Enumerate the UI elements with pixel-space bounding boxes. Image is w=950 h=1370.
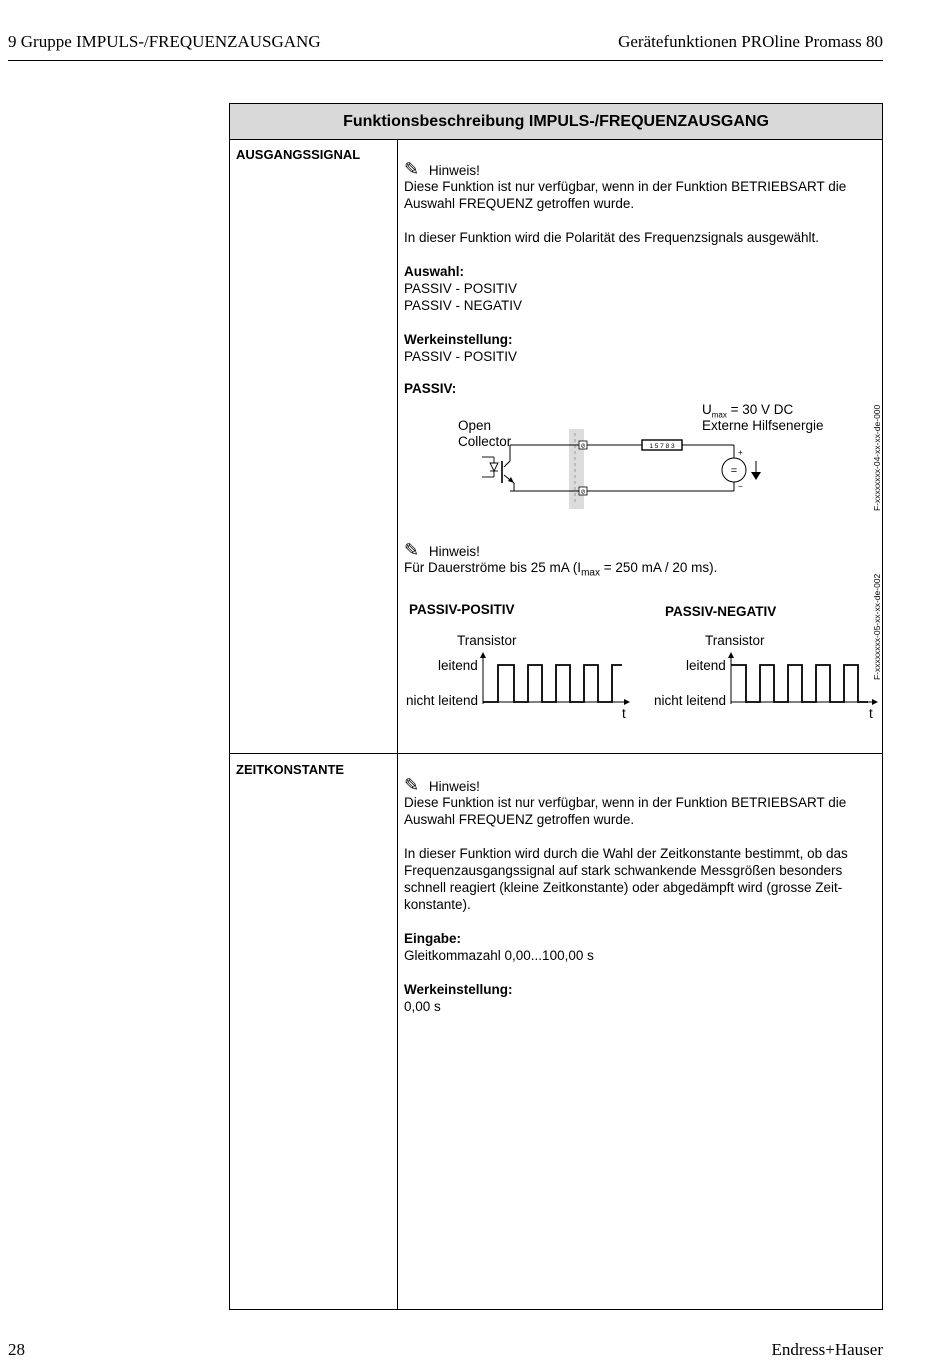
square-wave [731, 665, 868, 702]
auswahl-label: Auswahl: [404, 264, 465, 279]
header-chapter: 9 Gruppe IMPULS-/FREQUENZAUSGANG [8, 32, 321, 51]
table-title: Funktionsbeschreibung IMPULS-/FREQUENZAUSGANG [230, 104, 882, 140]
open-label: Open [458, 418, 492, 433]
note-line: Auswahl FREQUENZ getroffen wurde. [404, 812, 635, 827]
passiv-label: PASSIV: [404, 381, 457, 396]
description: In dieser Funktion wird die Polarität des Frequenzsignals ausgewählt. [404, 230, 819, 245]
svg-text:⊘: ⊘ [580, 489, 586, 496]
note-line: Diese Funktion ist nur verfügbar, wenn in der Funktion BETRIEBSART die [404, 795, 847, 810]
svg-text:=: = [730, 465, 738, 477]
note-title: Hinweis! [428, 163, 480, 178]
transistor-label: Transistor [457, 633, 517, 648]
leitend-label: leitend [438, 658, 478, 673]
square-wave [483, 665, 622, 702]
external-power-label: Externe Hilfsenergie [702, 418, 824, 433]
note-block [404, 542, 480, 560]
nicht-leitend-label: nicht leitend [406, 693, 479, 708]
werkeinstellung-label: Werkeinstellung: [404, 982, 513, 997]
werkeinstellung-value: PASSIV - POSITIV [404, 349, 518, 364]
werkeinstellung-value: 0,00 s [404, 999, 441, 1014]
brand-logo: Endress+Hauser [771, 1340, 883, 1359]
page-number: 28 [8, 1340, 25, 1359]
led-triangle [490, 463, 498, 471]
eingabe-label: Eingabe: [404, 931, 462, 946]
description-line: Frequenzausgangssignal auf stark schwankende Messgrößen besonders [404, 863, 843, 878]
collector-label: Collector [458, 434, 512, 449]
description-line: konstante). [404, 897, 471, 912]
svg-text:−: − [738, 482, 743, 491]
eingabe-value: Gleitkommazahl 0,00...100,00 s [404, 948, 594, 963]
time-axis-label: t [869, 706, 873, 721]
svg-text:+: + [738, 448, 743, 457]
figure-id: F-xxxxxxxx-05-xx-xx-de-002 [872, 573, 882, 680]
note-line: Auswahl FREQUENZ getroffen wurde. [404, 196, 635, 211]
nicht-leitend-label: nicht leitend [654, 693, 727, 708]
werkeinstellung-label: Werkeinstellung: [404, 332, 513, 347]
auswahl-option: PASSIV - POSITIV [404, 281, 518, 296]
row-divider [230, 753, 882, 754]
note-line: Diese Funktion ist nur verfügbar, wenn in der Funktion BETRIEBSART die [404, 179, 847, 194]
figure-id: F-xxxxxxxx-04-xx-xx-de-000 [872, 404, 882, 511]
header-title: Gerätefunktionen PROline Promass 80 [618, 32, 883, 51]
wave-title-negativ: PASSIV-NEGATIV [665, 604, 777, 619]
leitend-label: leitend [686, 658, 726, 673]
time-axis-label: t [622, 706, 626, 721]
description-line: schnell reagiert (kleine Zeitkonstante) oder abgedämpft wird (grosse Zeit- [404, 880, 843, 895]
transistor-label: Transistor [705, 633, 765, 648]
row-label-zeitkonstante: ZEITKONSTANTE [236, 762, 345, 777]
note-line: Für Dauerströme bis 25 mA ($I_{max} = 250$ mA / 20 ms). [404, 560, 718, 579]
wave-positiv [480, 650, 632, 710]
row-label-ausgangssignal: AUSGANGSSIGNAL [236, 147, 361, 162]
note-block [404, 161, 480, 179]
note-title: Hinweis! [428, 544, 480, 559]
circuit-diagram [470, 425, 780, 517]
auswahl-option: PASSIV - NEGATIV [404, 298, 523, 313]
svg-text:⊘: ⊘ [580, 443, 586, 450]
header-rule [8, 60, 883, 61]
pencil-icon: ✎ [404, 159, 420, 179]
wave-title-positiv: PASSIV-POSITIV [409, 602, 515, 617]
pencil-icon: ✎ [404, 540, 420, 560]
umax-label: $U_{max} = 30$ V DC [702, 402, 794, 420]
column-divider [397, 139, 398, 1310]
pencil-icon: ✎ [404, 775, 420, 795]
wave-negativ [728, 650, 880, 710]
note-title: Hinweis! [428, 779, 480, 794]
description-line: In dieser Funktion wird durch die Wahl der Zeitkonstante bestimmt, ob das [404, 846, 848, 861]
note-block [404, 777, 480, 795]
counter-digits: 1 5 7 8 3 [649, 443, 675, 450]
